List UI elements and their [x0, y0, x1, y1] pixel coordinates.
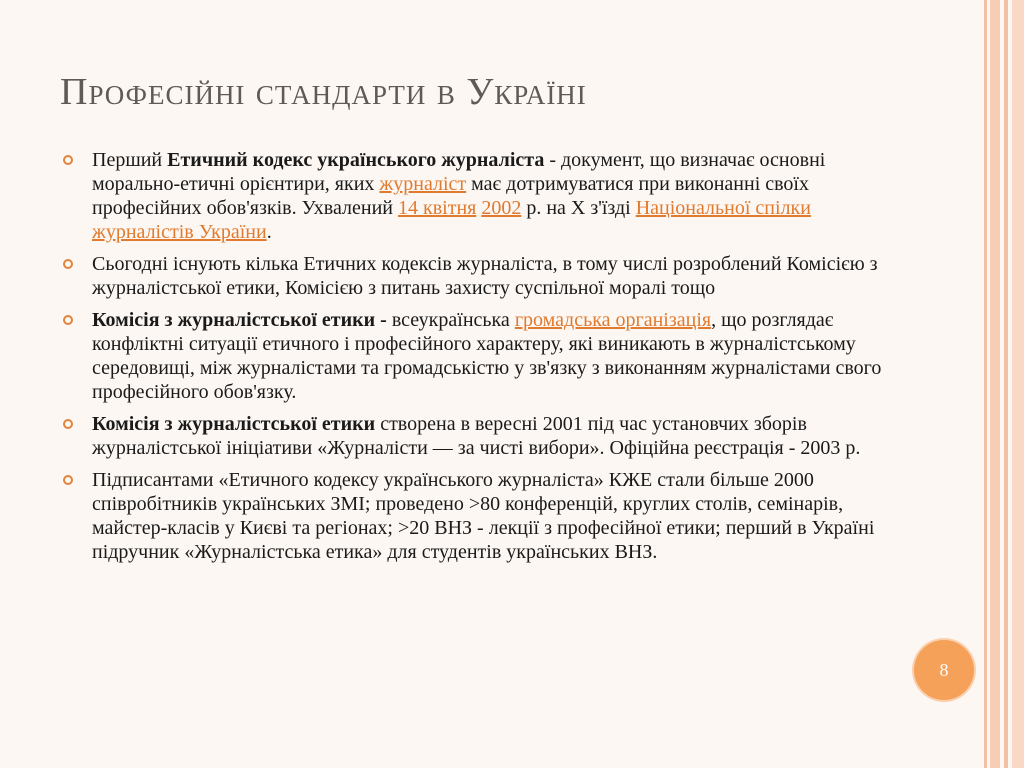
item-text: створена в вересні 2001 під час установчих зборів журналістської ініціативи «Журналісти — за чисті вибори». Офіційна реєстрація - 2003 р. [92, 413, 861, 459]
slide-title: Професійні стандарти в Україні [60, 71, 587, 113]
item-text: - документ, що визначає основні морально-етичні орієнтири, яких [92, 149, 826, 195]
list-item [62, 468, 892, 564]
list-item [62, 412, 892, 460]
item-bold-text: Комісія з журналістської етики [92, 413, 376, 435]
item-text: , що розглядає конфліктні ситуації етичного і професійного характеру, які виникають в журналістському середовищі, між журналістами та громадськістю у зв'язку з виконанням журналістами свого професійного обов'язку. [92, 309, 882, 403]
page-number: 8 [939, 659, 949, 680]
list-item [62, 148, 892, 244]
bullet-circle-icon [63, 315, 73, 325]
stripe-2 [990, 0, 1000, 768]
link-zhurnalist[interactable]: журналіст [379, 173, 467, 195]
link-14-april[interactable]: 14 квітня [397, 197, 477, 219]
stripe-3 [1004, 0, 1008, 768]
list-item [62, 308, 892, 404]
item-text: всеукраїнська [391, 309, 515, 331]
item-bold-text: Комісія з журналістської етики - [92, 309, 392, 331]
stripe-1 [984, 0, 987, 768]
item-text: . [266, 221, 272, 243]
link-hromadska-orhanizatsiia[interactable]: громадська організація [514, 309, 712, 331]
item-text: Сьогодні існують кілька Етичних кодексів журналіста, в тому числі розроблений Комісією з журналістської етики, Комісією з питань захисту суспільної моралі тощо [92, 253, 878, 299]
link-2002[interactable]: 2002 [481, 197, 522, 219]
page-number-badge [914, 640, 974, 700]
stripe-4 [1012, 0, 1024, 768]
list-item [62, 252, 892, 300]
bullet-list [62, 148, 892, 572]
item-text: Перший [92, 149, 168, 171]
item-text: Підписантами «Етичного кодексу українського журналіста» КЖЕ стали більше 2000 співробітників українських ЗМІ; проведено >80 конференцій, круглих столів, семінарів, майстер-класів у Києві та регіонах; >20 ВНЗ - лекції з професійної етики; перший в Україні підручник «Журналістська етика» для студентів українських ВНЗ. [92, 469, 875, 563]
item-text: р. на Х з'їзді [521, 197, 636, 219]
item-bold-text: Етичний кодекс українського журналіста [167, 149, 545, 171]
link-nszhu[interactable]: Національної спілки журналістів України [92, 197, 811, 243]
bullet-circle-icon [63, 475, 73, 485]
bullet-circle-icon [63, 259, 73, 269]
decorative-stripes [984, 0, 1024, 768]
bullet-circle-icon [63, 419, 73, 429]
item-text: має дотримуватися при виконанні своїх професійних обов'язків. Ухвалений [92, 173, 809, 219]
bullet-circle-icon [63, 155, 73, 165]
